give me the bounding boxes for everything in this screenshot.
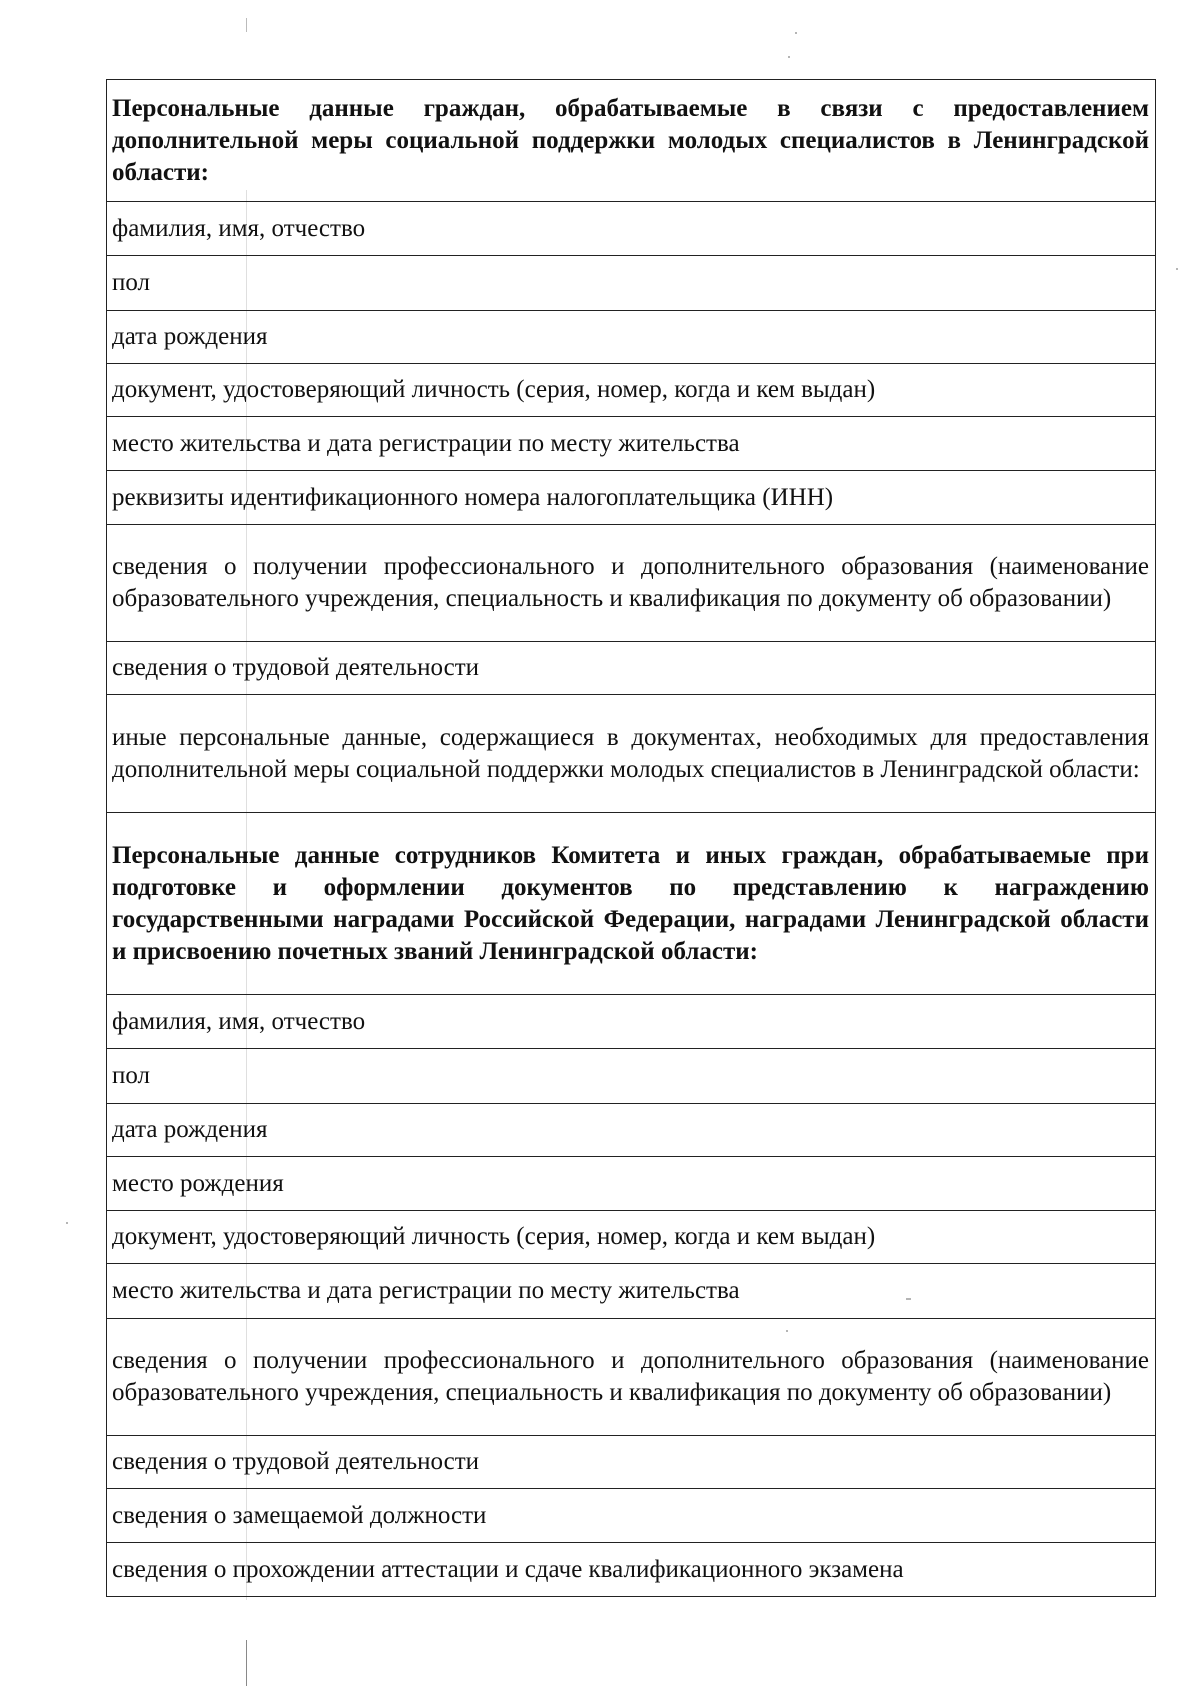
scan-artifact-speck — [66, 1222, 68, 1224]
table-row: фамилия, имя, отчество — [107, 202, 1155, 256]
personal-data-table — [106, 79, 1156, 1597]
scan-artifact-speck — [788, 56, 790, 58]
table-row: дата рождения — [107, 311, 1155, 364]
table-row: реквизиты идентификационного номера налогоплательщика (ИНН) — [107, 471, 1155, 525]
section-header: Персональные данные граждан, обрабатываемые в связи с предоставлением дополнительной меры социальной поддержки молодых специалистов в Ленинградской области: — [107, 80, 1155, 202]
table-row: сведения о трудовой деятельности — [107, 1436, 1155, 1489]
table-row: документ, удостоверяющий личность (серия, номер, когда и кем выдан) — [107, 364, 1155, 417]
table-row: пол — [107, 256, 1155, 311]
table-row: сведения о получении профессионального и дополнительного образования (наименование образовательного учреждения, специальность и квалификация по документу об образовании) — [107, 1319, 1155, 1436]
table-row: сведения о трудовой деятельности — [107, 642, 1155, 695]
table-row: место рождения — [107, 1157, 1155, 1211]
table-row: дата рождения — [107, 1104, 1155, 1157]
table-row: документ, удостоверяющий личность (серия, номер, когда и кем выдан) — [107, 1211, 1155, 1264]
scan-artifact-line — [246, 18, 247, 32]
table-row: иные персональные данные, содержащиеся в документах, необходимых для предоставления дополнительной меры социальной поддержки молодых специалистов в Ленинградской области: — [107, 695, 1155, 813]
table-row: сведения о замещаемой должности — [107, 1489, 1155, 1543]
scan-artifact-speck — [795, 32, 797, 34]
table-row: пол — [107, 1049, 1155, 1104]
table-row: место жительства и дата регистрации по месту жительства — [107, 417, 1155, 471]
table-row: место жительства и дата регистрации по месту жительства — [107, 1264, 1155, 1319]
section-header: Персональные данные сотрудников Комитета и иных граждан, обрабатываемые при подготовке и оформлении документов по представлению к награждению государственными наградами Российской Федерации, наградами Ленинградской области и присвоению почетных званий Ленинградской области: — [107, 813, 1155, 995]
table-row: фамилия, имя, отчество — [107, 995, 1155, 1049]
table-row: сведения о прохождении аттестации и сдаче квалификационного экзамена — [107, 1543, 1155, 1597]
scan-artifact-speck — [1176, 268, 1178, 270]
table-row: сведения о получении профессионального и дополнительного образования (наименование образовательного учреждения, специальность и квалификация по документу об образовании) — [107, 525, 1155, 642]
scan-artifact-line — [246, 1640, 247, 1686]
